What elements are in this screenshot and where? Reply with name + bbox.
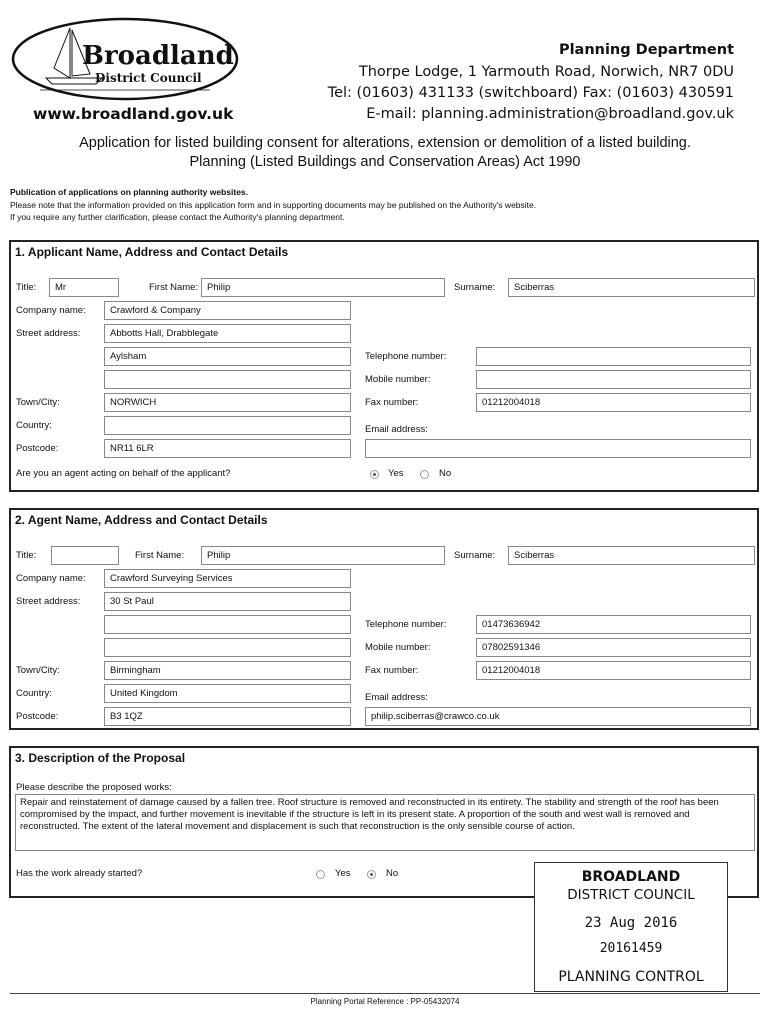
department-telephone: Tel: (01603) 431133 (switchboard) Fax: (01603) 430591 (327, 85, 734, 101)
stamp-date: 23 Aug 2016 (584, 915, 678, 931)
street-field-1[interactable]: 30 St Paul (104, 592, 351, 611)
stamp-council: BROADLAND (581, 869, 681, 885)
title-label: Title: (16, 282, 37, 293)
mobile-label: Mobile number: (365, 642, 431, 653)
email-label: Email address: (365, 692, 428, 703)
email-field[interactable]: philip.sciberras@crawco.co.uk (365, 707, 751, 726)
telephone-label: Telephone number: (365, 351, 447, 362)
department-name: Planning Department (558, 42, 734, 58)
started-yes-label: Yes (335, 868, 351, 879)
street-field-3[interactable] (104, 638, 351, 657)
mobile-label: Mobile number: (365, 374, 431, 385)
title-field[interactable]: Mr (49, 278, 119, 297)
fax-label: Fax number: (365, 397, 419, 408)
country-field[interactable] (104, 416, 351, 435)
fax-field[interactable]: 01212004018 (476, 661, 751, 680)
mobile-field[interactable] (476, 370, 751, 389)
agent-no-label: No (439, 468, 452, 479)
agent-question: Are you an agent acting on behalf of the applicant? (16, 468, 231, 479)
first-name-field[interactable]: Philip (201, 546, 445, 565)
company-field[interactable]: Crawford & Company (104, 301, 351, 320)
postcode-label: Postcode: (16, 711, 59, 722)
title-field[interactable] (51, 546, 119, 565)
street-field-1[interactable]: Abbotts Hall, Drabblegate (104, 324, 351, 343)
started-no-radio[interactable] (367, 870, 376, 879)
email-label: Email address: (365, 424, 428, 435)
publication-note: Please note that the information provided on this application form and in supporting documents may be published on the Authority's website. (10, 200, 537, 210)
first-name-label: First Name: (135, 550, 185, 561)
company-field[interactable]: Crawford Surveying Services (104, 569, 351, 588)
first-name-field[interactable]: Philip (201, 278, 445, 297)
street-field-2[interactable] (104, 615, 351, 634)
town-label: Town/City: (16, 665, 60, 676)
stamp-planning-control: PLANNING CONTROL (558, 969, 704, 985)
fax-label: Fax number: (365, 665, 419, 676)
publication-clarification: If you require any further clarification, please contact the Authority's planning department. (10, 212, 345, 222)
company-label: Company name: (16, 305, 86, 316)
logo-subtitle: District Council (95, 71, 202, 85)
agent-yes-radio[interactable] (370, 470, 379, 479)
portal-reference: Planning Portal Reference : PP-05432074 (310, 997, 460, 1006)
country-label: Country: (16, 688, 52, 699)
form-act: Planning (Listed Buildings and Conservation Areas) Act 1990 (189, 154, 581, 170)
agent-section (9, 508, 759, 730)
mobile-field[interactable]: 07802591346 (476, 638, 751, 657)
title-label: Title: (16, 550, 37, 561)
surname-label: Surname: (454, 282, 496, 293)
surname-field[interactable]: Sciberras (508, 278, 755, 297)
first-name-label: First Name: (149, 282, 199, 293)
website-url: www.broadland.gov.uk (33, 105, 234, 123)
town-field[interactable]: NORWICH (104, 393, 351, 412)
street-label: Street address: (16, 596, 81, 607)
telephone-label: Telephone number: (365, 619, 447, 630)
stamp-district: DISTRICT COUNCIL (567, 887, 695, 903)
proposed-works-field[interactable]: Repair and reinstatement of damage caused by a fallen tree. Roof structure is removed and reconstructed in its entirety. The stability and strength of the roof has been compromised by the impact, and further movement is inevitable if the structure is left in its present state. A proportion of the south and west wall is removed and reconstructed. The extent of the lateral movement and displacement is such that reconstruction is the only sensible course of action. (15, 794, 755, 851)
telephone-field[interactable] (476, 347, 751, 366)
footer-divider (10, 993, 760, 994)
describe-label: Please describe the proposed works: (16, 782, 172, 793)
council-logo (10, 16, 240, 102)
received-stamp (534, 862, 728, 992)
started-no-label: No (386, 868, 399, 879)
department-email: E-mail: planning.administration@broadland.gov.uk (366, 106, 734, 122)
agent-no-radio[interactable] (420, 470, 429, 479)
logo-name: Broadland (82, 41, 234, 71)
fax-field[interactable]: 01212004018 (476, 393, 751, 412)
street-field-3[interactable] (104, 370, 351, 389)
section-title: 1. Applicant Name, Address and Contact Details (15, 245, 289, 259)
department-address: Thorpe Lodge, 1 Yarmouth Road, Norwich, NR7 0DU (358, 64, 734, 80)
postcode-field[interactable]: B3 1QZ (104, 707, 351, 726)
surname-field[interactable]: Sciberras (508, 546, 755, 565)
stamp-reference: 20161459 (599, 941, 663, 956)
street-label: Street address: (16, 328, 81, 339)
surname-label: Surname: (454, 550, 496, 561)
started-question: Has the work already started? (16, 868, 143, 879)
started-yes-radio[interactable] (316, 870, 325, 879)
country-label: Country: (16, 420, 52, 431)
country-field[interactable]: United Kingdom (104, 684, 351, 703)
section-title: 3. Description of the Proposal (15, 751, 186, 765)
email-field[interactable] (365, 439, 751, 458)
telephone-field[interactable]: 01473636942 (476, 615, 751, 634)
postcode-label: Postcode: (16, 443, 59, 454)
postcode-field[interactable]: NR11 6LR (104, 439, 351, 458)
town-field[interactable]: Birmingham (104, 661, 351, 680)
form-title: Application for listed building consent for alterations, extension or demolition of a listed building. (79, 135, 691, 151)
applicant-section (9, 240, 759, 492)
company-label: Company name: (16, 573, 86, 584)
publication-heading: Publication of applications on planning authority websites. (10, 187, 249, 197)
section-title: 2. Agent Name, Address and Contact Details (15, 513, 268, 527)
street-field-2[interactable]: Aylsham (104, 347, 351, 366)
town-label: Town/City: (16, 397, 60, 408)
agent-yes-label: Yes (388, 468, 404, 479)
